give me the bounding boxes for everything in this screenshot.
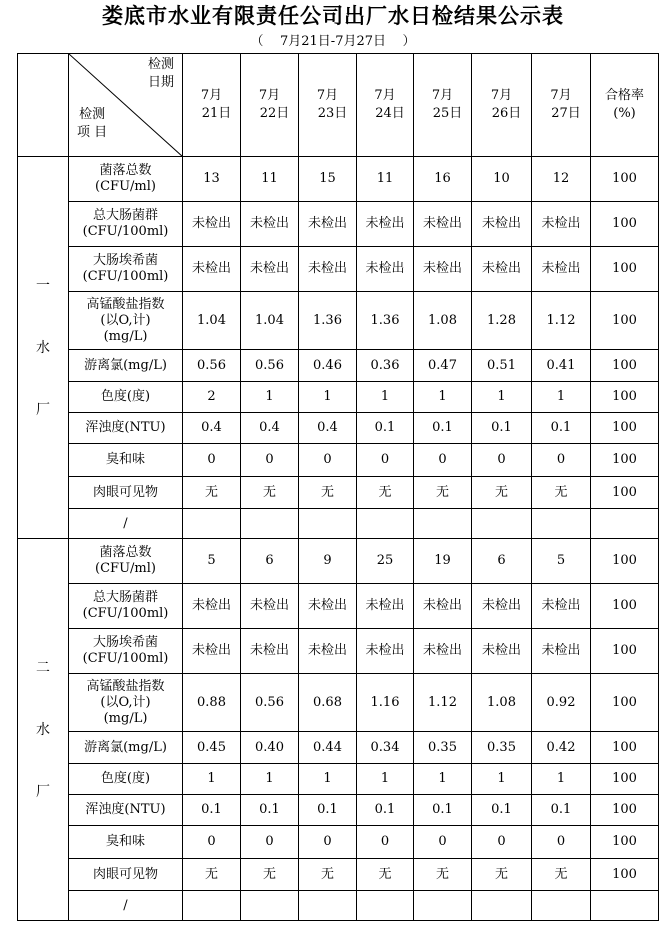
test-item-label: 色度(度) (100, 771, 151, 786)
test-item-label: 大肠埃希菌 (92, 635, 158, 650)
pass-rate-cell: 100 (591, 157, 659, 202)
value-cell: 无 (357, 477, 414, 509)
date-header-4: 7月 24日 (357, 54, 414, 157)
value-cell (357, 509, 414, 539)
value-cell: 1 (357, 382, 414, 413)
value-cell: 1 (414, 764, 472, 795)
pass-rate-header: 合格率 (%) (591, 54, 659, 157)
test-item-cell (69, 247, 183, 292)
value-cell: 0.35 (472, 732, 532, 764)
pass-rate-cell (591, 891, 659, 921)
value-cell: 无 (183, 477, 241, 509)
pass-rate-cell: 100 (591, 202, 659, 247)
value-cell: 0.1 (532, 795, 591, 826)
value-cell: 无 (532, 477, 591, 509)
value-cell: 0.1 (414, 795, 472, 826)
table-row (18, 382, 659, 413)
test-item-label: 菌落总数 (99, 545, 152, 560)
pass-rate-cell: 100 (591, 413, 659, 444)
value-cell (472, 891, 532, 921)
value-cell: 1.12 (532, 292, 591, 350)
value-cell (241, 509, 299, 539)
value-cell: 0 (299, 826, 357, 859)
header-blank-cell (18, 54, 69, 157)
value-cell: 0.1 (357, 413, 414, 444)
value-cell: 0 (472, 826, 532, 859)
value-cell: 1.36 (357, 292, 414, 350)
page-title: 娄底市水业有限责任公司出厂水日检结果公示表 (102, 4, 564, 28)
value-cell: 未检出 (472, 584, 532, 629)
pass-rate-cell: 100 (591, 382, 659, 413)
pass-rate-cell: 100 (591, 584, 659, 629)
test-item-label: (mg/L) (103, 710, 148, 726)
value-cell: 1 (357, 764, 414, 795)
value-cell: 未检出 (532, 629, 591, 674)
test-item-cell (69, 584, 183, 629)
test-item-label: (mg/L) (103, 328, 148, 344)
value-cell (299, 891, 357, 921)
test-item-label: 高锰酸盐指数 (86, 678, 165, 694)
test-item-cell (69, 444, 183, 477)
test-item-label: 游离氯(mg/L) (84, 739, 167, 755)
value-cell: 16 (414, 157, 472, 202)
table-row (18, 350, 659, 382)
plant-name-spacer (18, 676, 68, 722)
value-cell: 未检出 (299, 247, 357, 292)
test-item-cell (69, 202, 183, 247)
table-row (18, 157, 659, 202)
date-axis-label (148, 56, 174, 92)
pass-rate-cell: 100 (591, 732, 659, 764)
pass-rate-cell (591, 509, 659, 539)
test-item-label: 菌落总数 (99, 163, 152, 178)
value-cell: 0.45 (183, 732, 241, 764)
value-cell: 0.56 (241, 674, 299, 732)
value-cell: 0 (241, 444, 299, 477)
item-axis-label-line1: 检测 (79, 107, 106, 122)
value-cell (532, 891, 591, 921)
test-item-label: 游离氯(mg/L) (84, 357, 167, 373)
pass-rate-cell: 100 (591, 795, 659, 826)
value-cell: 0.56 (241, 350, 299, 382)
date-header-6: 7月 26日 (472, 54, 532, 157)
pass-rate-cell: 100 (591, 477, 659, 509)
value-cell (241, 891, 299, 921)
test-item-label: / (123, 897, 128, 913)
value-cell: 0.1 (183, 795, 241, 826)
value-cell: 1 (183, 764, 241, 795)
table-row (18, 413, 659, 444)
value-cell (357, 891, 414, 921)
test-item-label: (CFU/100ml) (82, 269, 169, 284)
plant-name-char: 厂 (36, 783, 50, 800)
value-cell: 未检出 (532, 584, 591, 629)
value-cell: 未检出 (241, 247, 299, 292)
value-cell: 12 (532, 157, 591, 202)
value-cell: 无 (472, 477, 532, 509)
value-cell: 13 (183, 157, 241, 202)
pass-rate-cell: 100 (591, 764, 659, 795)
table-row (18, 509, 659, 539)
value-cell: 0 (299, 444, 357, 477)
test-item-label: (CFU/100ml) (82, 651, 169, 666)
value-cell: 19 (414, 539, 472, 584)
value-cell: 0 (414, 826, 472, 859)
test-item-label: 色度(度) (100, 389, 151, 404)
value-cell: 无 (414, 859, 472, 891)
plant-name-spacer (18, 356, 68, 402)
value-cell: 11 (357, 157, 414, 202)
test-item-cell (69, 382, 183, 413)
plant-name-char: 一 (36, 277, 50, 294)
table-row (18, 539, 659, 584)
results-table (17, 53, 659, 921)
value-cell: 1 (414, 382, 472, 413)
value-cell (532, 509, 591, 539)
test-item-cell (69, 292, 183, 350)
value-cell: 1 (241, 382, 299, 413)
value-cell: 未检出 (414, 202, 472, 247)
value-cell: 0.36 (357, 350, 414, 382)
value-cell: 0.40 (241, 732, 299, 764)
test-item-label: (以O,计) (100, 694, 151, 710)
value-cell: 无 (241, 477, 299, 509)
value-cell: 未检出 (472, 247, 532, 292)
value-cell: 未检出 (357, 584, 414, 629)
plant-name-spacer (18, 738, 68, 784)
value-cell: 1 (299, 382, 357, 413)
value-cell: 0.92 (532, 674, 591, 732)
value-cell: 未检出 (183, 629, 241, 674)
table-row (18, 795, 659, 826)
test-item-label: / (123, 515, 128, 531)
value-cell: 1 (472, 764, 532, 795)
value-cell: 未检出 (299, 629, 357, 674)
pass-rate-cell: 100 (591, 859, 659, 891)
value-cell: 未检出 (183, 247, 241, 292)
value-cell: 无 (183, 859, 241, 891)
test-item-label: (CFU/100ml) (82, 606, 169, 621)
value-cell: 未检出 (357, 629, 414, 674)
value-cell: 0 (532, 444, 591, 477)
pass-rate-cell: 100 (591, 350, 659, 382)
value-cell: 1.16 (357, 674, 414, 732)
value-cell: 未检出 (472, 629, 532, 674)
value-cell: 未检出 (241, 584, 299, 629)
value-cell: 0.68 (299, 674, 357, 732)
date-axis-label-line2: 日期 (147, 75, 174, 90)
value-cell (414, 891, 472, 921)
value-cell: 9 (299, 539, 357, 584)
value-cell: 未检出 (414, 584, 472, 629)
test-item-label: 肉眼可见物 (92, 866, 158, 882)
table-row (18, 584, 659, 629)
date-axis-label-line1: 检测 (147, 57, 174, 72)
value-cell: 5 (532, 539, 591, 584)
value-cell (183, 509, 241, 539)
test-item-label: 高锰酸盐指数 (86, 296, 165, 312)
value-cell: 5 (183, 539, 241, 584)
value-cell: 1 (299, 764, 357, 795)
value-cell: 未检出 (299, 202, 357, 247)
value-cell: 0 (414, 444, 472, 477)
value-cell: 0 (241, 826, 299, 859)
value-cell: 0.1 (472, 413, 532, 444)
table-row (18, 629, 659, 674)
test-item-label: 臭和味 (105, 834, 145, 849)
plant-name-cell (18, 157, 69, 539)
test-item-cell (69, 764, 183, 795)
value-cell: 未检出 (183, 584, 241, 629)
test-item-label: 总大肠菌群 (92, 590, 158, 605)
value-cell: 未检出 (357, 202, 414, 247)
value-cell: 未检出 (414, 247, 472, 292)
value-cell: 未检出 (183, 202, 241, 247)
value-cell: 0 (357, 444, 414, 477)
table-row (18, 732, 659, 764)
value-cell: 0.4 (241, 413, 299, 444)
value-cell: 无 (299, 477, 357, 509)
value-cell: 0.1 (532, 413, 591, 444)
value-cell: 10 (472, 157, 532, 202)
test-item-label: (CFU/ml) (95, 179, 156, 194)
value-cell: 0.1 (357, 795, 414, 826)
plant-name-char: 水 (36, 339, 50, 356)
date-header-2: 7月 22日 (241, 54, 299, 157)
value-cell: 0.42 (532, 732, 591, 764)
value-cell: 0.56 (183, 350, 241, 382)
value-cell: 1.08 (414, 292, 472, 350)
test-item-label: 肉眼可见物 (92, 484, 158, 500)
test-item-cell (69, 732, 183, 764)
test-item-cell (69, 157, 183, 202)
value-cell: 0.34 (357, 732, 414, 764)
value-cell: 未检出 (357, 247, 414, 292)
value-cell: 无 (357, 859, 414, 891)
table-row (18, 247, 659, 292)
value-cell: 1.08 (472, 674, 532, 732)
test-item-cell (69, 509, 183, 539)
value-cell: 未检出 (532, 247, 591, 292)
value-cell: 0 (183, 444, 241, 477)
date-header-7: 7月 27日 (532, 54, 591, 157)
pass-rate-cell: 100 (591, 629, 659, 674)
value-cell: 1.04 (241, 292, 299, 350)
plant-name-spacer (18, 294, 68, 340)
test-item-cell (69, 477, 183, 509)
value-cell: 1 (532, 382, 591, 413)
value-cell: 15 (299, 157, 357, 202)
value-cell: 无 (472, 859, 532, 891)
value-cell: 0.44 (299, 732, 357, 764)
table-row (18, 826, 659, 859)
value-cell: 未检出 (472, 202, 532, 247)
test-item-cell (69, 859, 183, 891)
value-cell: 0 (472, 444, 532, 477)
value-cell: 0.41 (532, 350, 591, 382)
table-row (18, 444, 659, 477)
value-cell: 2 (183, 382, 241, 413)
value-cell: 11 (241, 157, 299, 202)
test-item-label: 大肠埃希菌 (92, 253, 158, 268)
test-item-label: (以O,计) (100, 312, 151, 328)
table-row (18, 859, 659, 891)
pass-rate-cell: 100 (591, 826, 659, 859)
value-cell: 0.4 (299, 413, 357, 444)
date-range-subtitle: （ 7月21日-7月27日 ） (250, 34, 416, 49)
plant-name-char: 厂 (36, 401, 50, 418)
value-cell (299, 509, 357, 539)
value-cell: 0.46 (299, 350, 357, 382)
value-cell: 0.4 (183, 413, 241, 444)
value-cell: 0.1 (241, 795, 299, 826)
item-axis-label (77, 106, 107, 142)
test-item-label: (CFU/ml) (95, 561, 156, 576)
value-cell: 0.88 (183, 674, 241, 732)
test-item-cell (69, 539, 183, 584)
pass-rate-cell: 100 (591, 247, 659, 292)
value-cell: 未检出 (241, 629, 299, 674)
pass-rate-cell: 100 (591, 292, 659, 350)
value-cell: 0.47 (414, 350, 472, 382)
value-cell: 1.12 (414, 674, 472, 732)
value-cell: 0.51 (472, 350, 532, 382)
table-row (18, 891, 659, 921)
value-cell: 6 (472, 539, 532, 584)
value-cell: 1.04 (183, 292, 241, 350)
value-cell: 25 (357, 539, 414, 584)
pass-rate-cell: 100 (591, 539, 659, 584)
test-item-cell (69, 674, 183, 732)
test-item-cell (69, 795, 183, 826)
value-cell: 1.36 (299, 292, 357, 350)
test-item-cell (69, 350, 183, 382)
value-cell: 0 (183, 826, 241, 859)
table-row (18, 764, 659, 795)
plant-name-char: 水 (36, 721, 50, 738)
test-item-label: 臭和味 (105, 452, 145, 467)
value-cell: 0.35 (414, 732, 472, 764)
table-row (18, 292, 659, 350)
value-cell: 1 (532, 764, 591, 795)
test-item-label: (CFU/100ml) (82, 224, 169, 239)
test-item-label: 总大肠菌群 (92, 208, 158, 223)
value-cell: 0.1 (472, 795, 532, 826)
value-cell: 未检出 (532, 202, 591, 247)
header-row (18, 54, 659, 157)
value-cell: 无 (414, 477, 472, 509)
value-cell (414, 509, 472, 539)
value-cell (183, 891, 241, 921)
date-header-1: 7月 21日 (183, 54, 241, 157)
value-cell: 0.1 (414, 413, 472, 444)
test-item-cell (69, 413, 183, 444)
value-cell: 未检出 (414, 629, 472, 674)
pass-rate-cell: 100 (591, 444, 659, 477)
value-cell: 1 (241, 764, 299, 795)
test-item-cell (69, 629, 183, 674)
value-cell: 0 (357, 826, 414, 859)
test-item-cell (69, 826, 183, 859)
value-cell: 1.28 (472, 292, 532, 350)
value-cell: 未检出 (241, 202, 299, 247)
table-row (18, 477, 659, 509)
pass-rate-cell: 100 (591, 674, 659, 732)
plant-name-cell (18, 539, 69, 921)
test-item-cell (69, 891, 183, 921)
value-cell: 无 (241, 859, 299, 891)
test-item-label: 浑浊度(NTU) (85, 802, 166, 817)
date-header-5: 7月 25日 (414, 54, 472, 157)
value-cell: 无 (532, 859, 591, 891)
value-cell: 6 (241, 539, 299, 584)
table-row (18, 674, 659, 732)
table-row (18, 202, 659, 247)
value-cell: 0 (532, 826, 591, 859)
value-cell: 1 (472, 382, 532, 413)
date-header-3: 7月 23日 (299, 54, 357, 157)
item-axis-label-line2: 项 目 (77, 125, 108, 140)
value-cell (472, 509, 532, 539)
test-item-label: 浑浊度(NTU) (85, 420, 166, 435)
plant-name-char: 二 (36, 659, 50, 676)
value-cell: 未检出 (299, 584, 357, 629)
value-cell: 无 (299, 859, 357, 891)
header-diagonal-cell (69, 54, 183, 157)
value-cell: 0.1 (299, 795, 357, 826)
